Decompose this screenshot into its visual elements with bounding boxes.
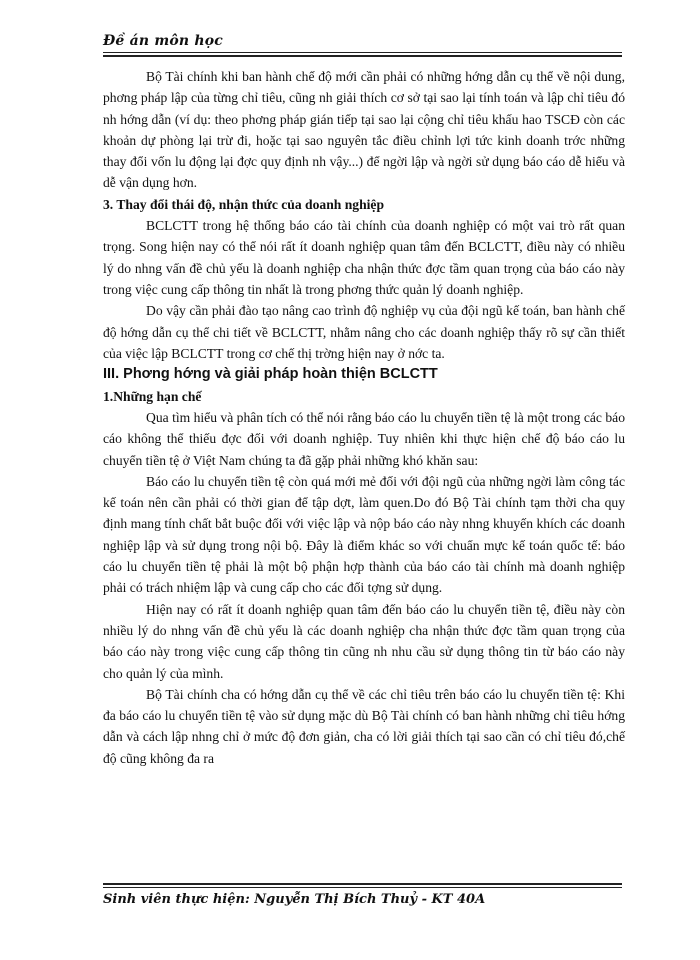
heading-3: 3. Thay đổi thái độ, nhận thức của doanh nghiệp	[103, 196, 385, 212]
paragraph-2: BCLCTT trong hệ thống báo cáo tài chính của doanh nghiệp có một vai trò rất quan trọng. Song hiện nay có thể nói rất ít doanh nghiệp quan tâm đến BCLCTT, điều này có nhiều lý do nhng vấn đề chủ yếu là doanh nghiệp cha nhận thức đợc tầm quan trọng của báo cáo này trong việc cung cấp thông tin nhất là trong phơng thức quản lý doanh nghiệp.	[103, 218, 625, 297]
page-footer	[103, 892, 623, 907]
heading-1: 1.Những hạn chế	[103, 388, 202, 404]
header-rule-thin	[103, 52, 622, 53]
header-title: Đề án môn học	[103, 33, 223, 49]
header-rule-thick	[103, 55, 622, 57]
paragraph-7: Bộ Tài chính cha có hớng dẫn cụ thể về các chỉ tiêu trên báo cáo lu chuyển tiền tệ: Khi đa báo cáo lu chuyển tiền tệ vào sử dụng mặc dù Bộ Tài chính có ban hành những chỉ tiêu hớng dẫn và cách lập nhng chỉ ở mức độ đơn giản, cha có lời giải thích tại sao cần có chỉ tiêu đó,chế độ cũng không đa ra	[103, 686, 625, 766]
document-body	[103, 66, 625, 769]
footer-text: Sinh viên thực hiện: Nguyễn Thị Bích Thuỷ - KT 40A	[103, 892, 486, 907]
footer-rule-thin	[103, 887, 622, 888]
paragraph-6: Hiện nay có rất ít doanh nghiệp quan tâm đến báo cáo lu chuyển tiền tệ, điều này còn nhiều lý do nhng vấn đề chủ yếu là các doanh nghiệp cha nhận thức đợc tầm quan trọng của báo cáo này trong việc cung cấp thông tin cũng nh nhu cầu sử dụng thông tin từ báo cáo này cho quản lý của mình.	[103, 601, 625, 681]
heading-section-iii: III. Phơng hớng và giải pháp hoàn thiện BCLCTT	[103, 366, 438, 383]
page-header	[103, 33, 623, 49]
paragraph-1: Bộ Tài chính khi ban hành chế độ mới cần phải có những hớng dẫn cụ thể về nội dung, phơng pháp lập của từng chỉ tiêu, cũng nh giải thích cơ sở tại sao lại tính toán và lập chỉ tiêu đó nh hớng dẫn (ví dụ: theo phơng pháp gián tiếp tại sao lại cộng chỉ tiêu khấu hao TSCĐ còn các khoản dự phòng lại trừ đi, hoặc tại sao nguyên tắc điều chỉnh lợi tức kinh doanh trớc những thay đổi vốn lu động lại đợc quy định nh vậy...) để ngời lập và ngời sử dụng báo cáo dễ hiểu và dễ vận dụng hơn.	[103, 69, 625, 191]
paragraph-5: Báo cáo lu chuyển tiền tệ còn quá mới mẻ đối với đội ngũ của những ngời làm công tác kế toán nên cần phải có thời gian để tập dợt, làm quen.Do đó Bộ Tài chính tạm thời cha quy định mang tính chất bắt buộc đối với việc lập và nộp báo cáo này nhng khuyến khích các doanh nghiệp lập và sử dụng trong nội bộ. Đây là điểm khác so với chuẩn mực kế toán quốc tế: báo cáo lu chuyển tiền tệ phải là một bộ phận hợp thành của báo cáo tài chính mà doanh nghiệp phải có trách nhiệm lập và cung cấp cho các đối tợng sử dụng.	[103, 473, 625, 596]
paragraph-3: Do vậy cần phải đào tạo nâng cao trình độ nghiệp vụ của đội ngũ kế toán, ban hành chế độ hớng dẫn cụ thể chi tiết về BCLCTT, nhằm nâng cho các doanh nghiệp thấy rõ sự cần thiết của việc lập BCLCTT trong cơ chế thị trờng hiện nay ở nớc ta.	[103, 303, 625, 361]
paragraph-4: Qua tìm hiểu và phân tích có thể nói rằng báo cáo lu chuyển tiền tệ là một trong các báo cáo không thể thiếu đợc đối với doanh nghiệp. Tuy nhiên khi thực hiện chế độ báo cáo lu chuyển tiền tệ ở Việt Nam chúng ta đã gặp phải những khó khăn sau:	[103, 409, 625, 468]
footer-rule-thick	[103, 883, 622, 885]
